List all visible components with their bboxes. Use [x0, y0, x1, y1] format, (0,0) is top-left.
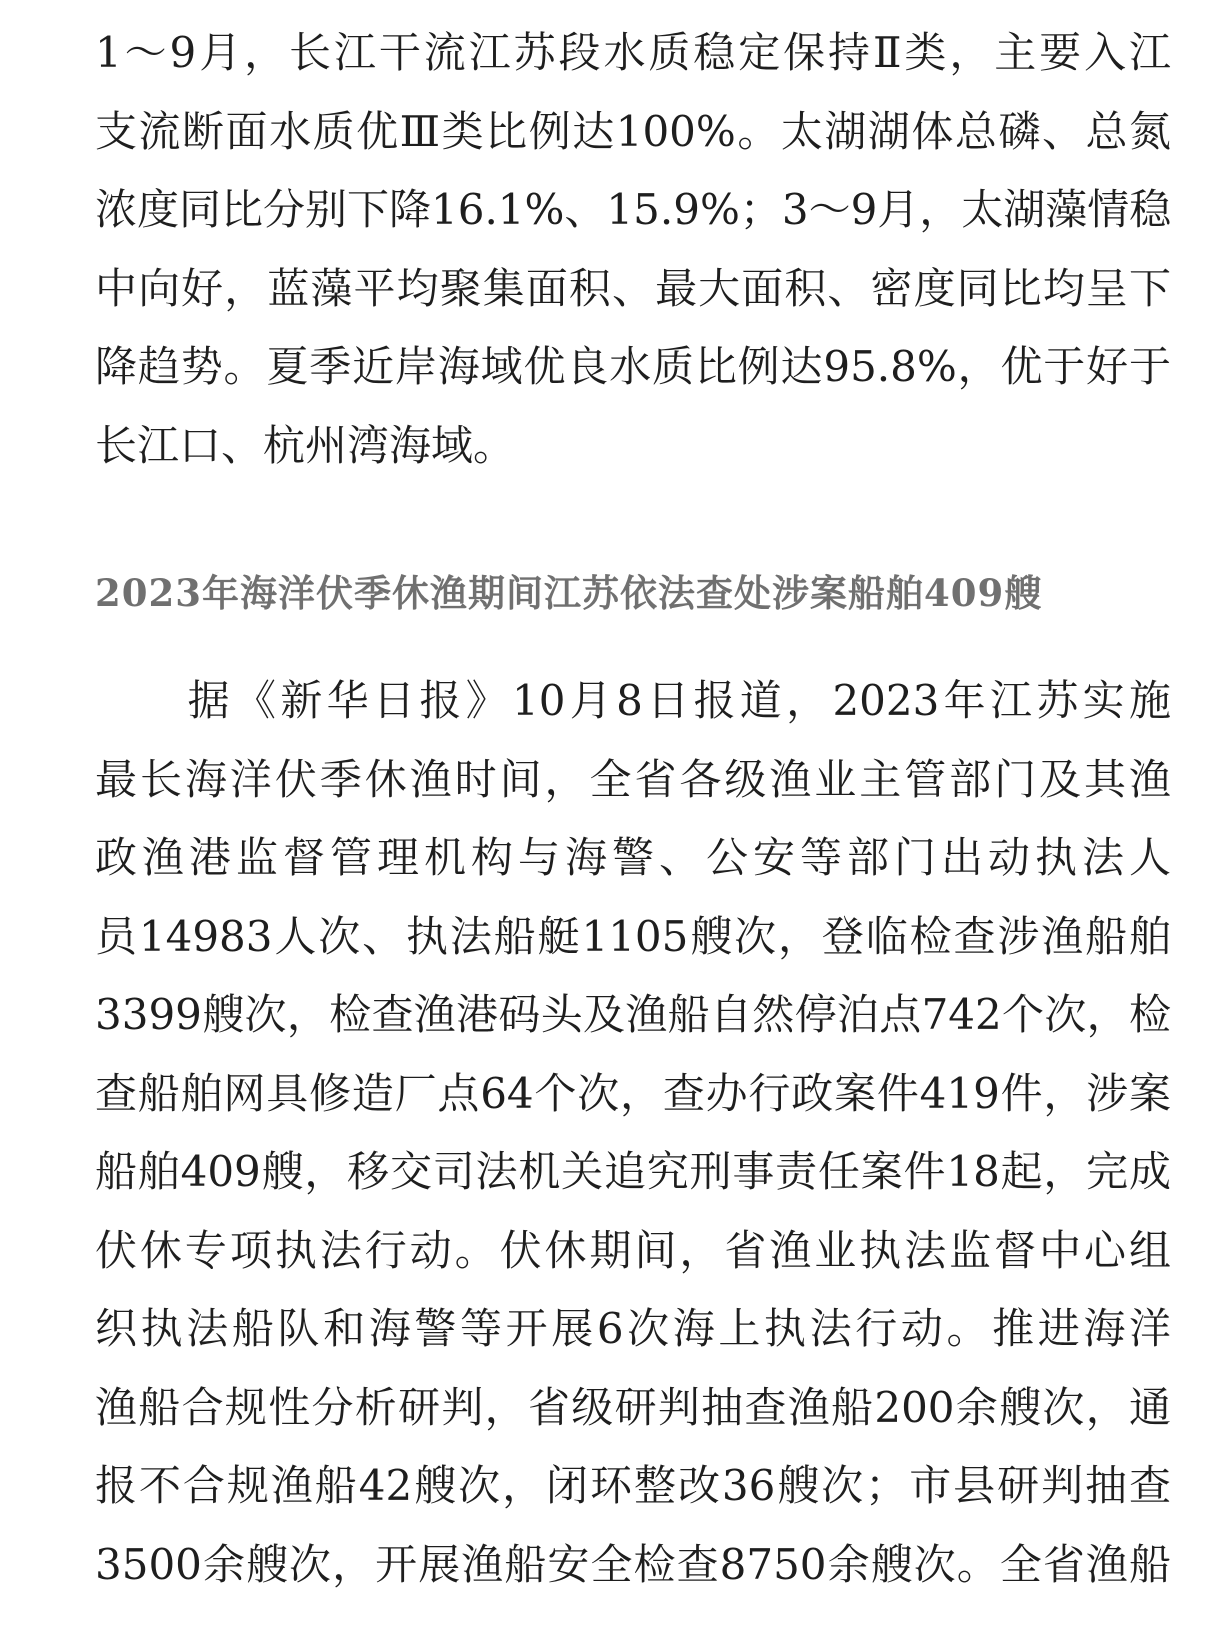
text-line: 织执法船队和海警等开展6次海上执法行动。推进海洋 — [95, 1304, 1171, 1353]
text-line: 船舶409艘，移交司法机关追究刑事责任案件18起，完成 — [95, 1147, 1171, 1196]
text-line: 最长海洋伏季休渔时间，全省各级渔业主管部门及其渔 — [95, 754, 1171, 804]
text-line: 伏休专项执法行动。伏休期间，省渔业执法监督中心组 — [95, 1225, 1171, 1275]
text-line: 1～9月，长江干流江苏段水质稳定保持Ⅱ类，主要入江 — [95, 28, 1171, 77]
text-line: 浓度同比分别下降16.1%、15.9%；3～9月，太湖藻情稳 — [95, 185, 1172, 234]
text-line: 报不合规渔船42艘次，闭环整改36艘次；市县研判抽查 — [95, 1461, 1171, 1510]
text-line: 员14983人次、执法船艇1105艘次，登临检查涉渔船舶 — [95, 911, 1171, 961]
text-line: 查船舶网具修造厂点64个次，查办行政案件419件，涉案 — [95, 1068, 1171, 1118]
text-line: 渔船合规性分析研判，省级研判抽查渔船200余艘次，通 — [95, 1382, 1171, 1432]
paragraph-fishing-enforcement — [95, 662, 1171, 1604]
text-line: 3500余艘次，开展渔船安全检查8750余艘次。全省渔船 — [95, 1539, 1171, 1589]
text-line: 据《新华日报》10月8日报道，2023年江苏实施 — [95, 676, 1171, 725]
text-line: 长江口、杭州湾海域。 — [95, 420, 516, 470]
article-heading: 2023年海洋伏季休渔期间江苏依法查处涉案船舶409艘 — [95, 571, 1043, 615]
text-line: 3399艘次，检查渔港码头及渔船自然停泊点742个次，检 — [95, 990, 1171, 1039]
text-line: 政渔港监督管理机构与海警、公安等部门出动执法人 — [95, 833, 1171, 882]
text-line: 降趋势。夏季近岸海域优良水质比例达95.8%，优于好于 — [95, 342, 1171, 391]
paragraph-water-quality — [95, 14, 1171, 485]
text-line: 中向好，蓝藻平均聚集面积、最大面积、密度同比均呈下 — [95, 263, 1171, 313]
text-line: 支流断面水质优Ⅲ类比例达100%。太湖湖体总磷、总氮 — [95, 106, 1171, 156]
